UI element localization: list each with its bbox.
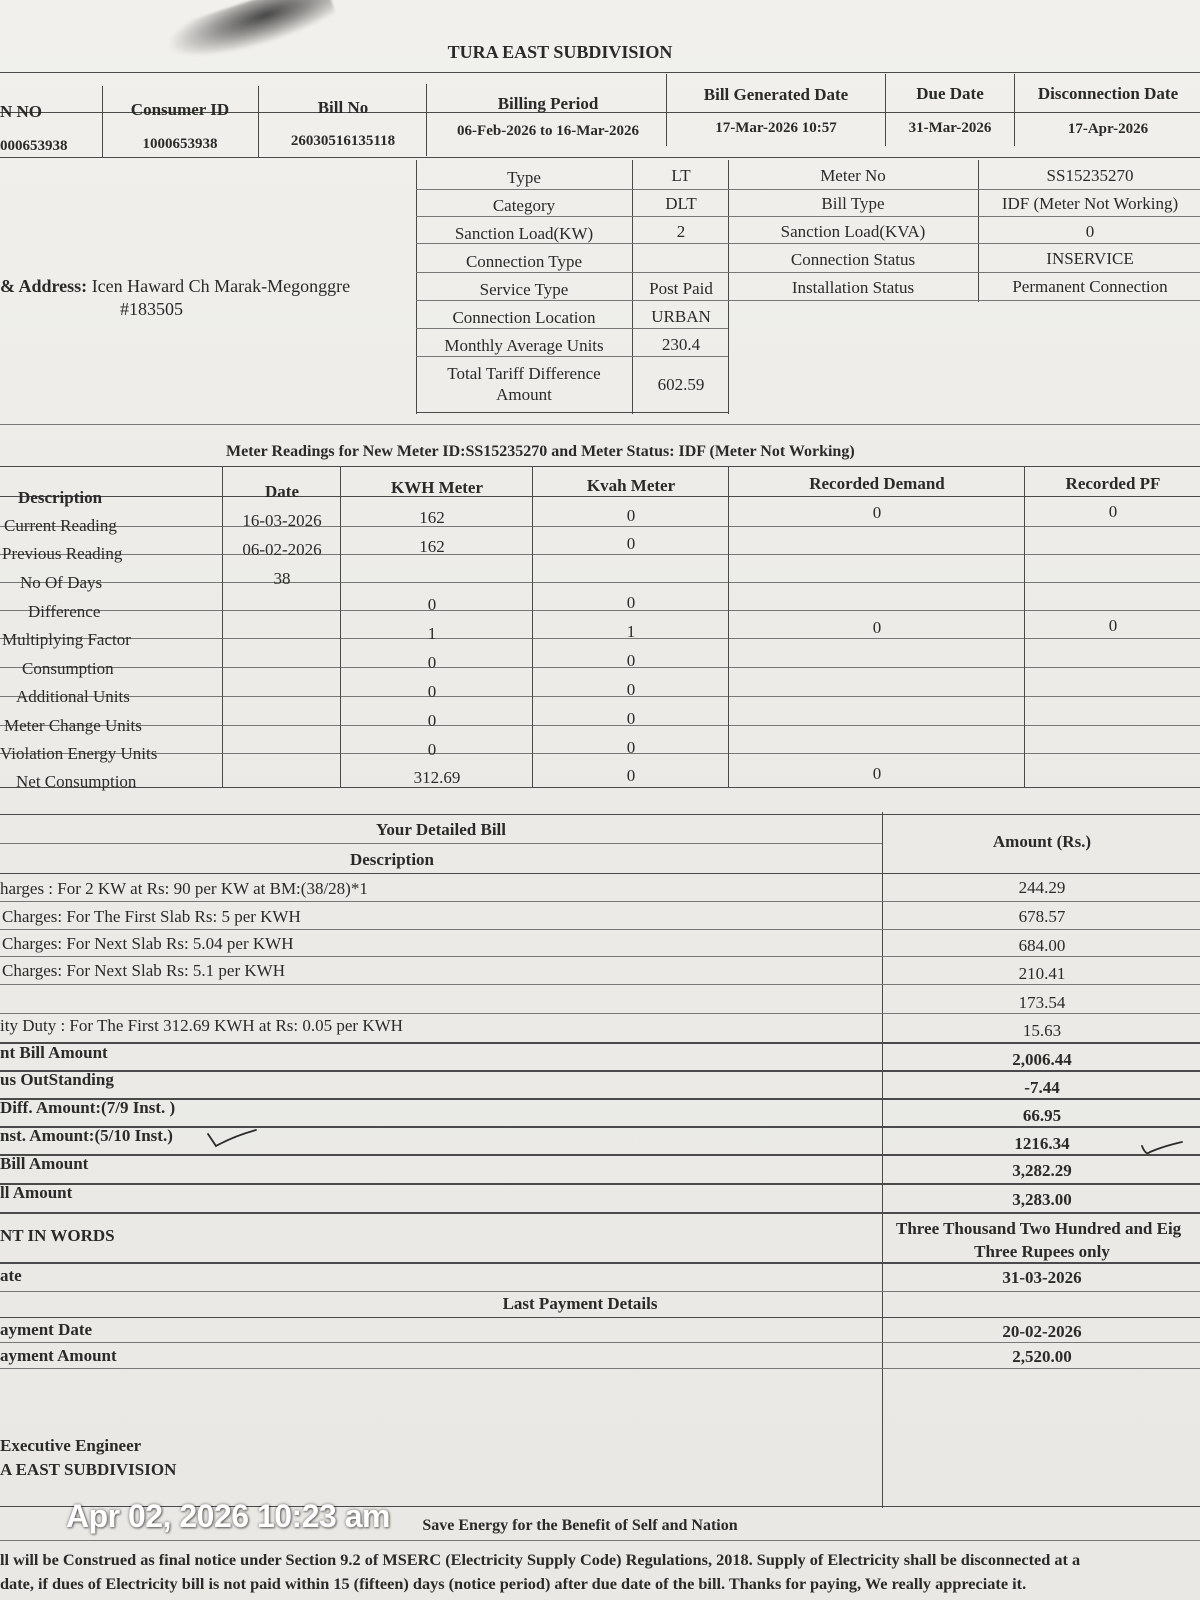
checkmark-icon [206,1128,258,1150]
conn-value-service-type: Post Paid [649,279,713,298]
mr-row-kvah: 0 [626,738,636,757]
header-val-billing-period: 06-Feb-2026 to 16-Mar-2026 [457,123,639,139]
mr-row-kvah: 0 [626,651,636,670]
meter-label-meter-no: Meter No [820,166,886,185]
conn-value-type: LT [671,166,691,185]
bill-row-amount: -7.44 [1024,1078,1060,1097]
bill-row-amount: 3,283.00 [1012,1190,1072,1209]
conn-label-type: Type [507,168,541,187]
signature-title: Executive Engineer [0,1436,142,1455]
photo-timestamp: Apr 02, 2026 10:23 am [66,1498,390,1534]
mr-row-demand: 0 [872,618,882,637]
mr-row-kwh: 0 [427,711,437,730]
amount-in-words-label: NT IN WORDS [0,1226,115,1245]
meter-value-sanction-kva: 0 [1085,222,1095,241]
address-line2: #183505 [120,299,183,319]
mr-row-kvah: 0 [626,506,636,525]
mr-col-date: Date [265,482,299,501]
meter-label-connection-status: Connection Status [790,250,916,269]
mr-row-desc: Previous Reading [2,544,123,563]
bill-row-desc: Bill Amount [0,1154,89,1173]
conn-value-monthly-avg: 230.4 [661,335,701,354]
conn-value-tariff-diff: 602.59 [657,375,705,394]
bill-row-desc: Diff. Amount:(7/9 Inst. ) [0,1098,176,1117]
mr-row-kwh: 1 [427,624,437,643]
last-payment-heading: Last Payment Details [502,1294,658,1313]
mr-row-demand: 0 [872,503,882,522]
meter-value-bill-type: IDF (Meter Not Working) [1001,194,1179,213]
mr-row-kwh: 0 [427,682,437,701]
mr-row-kvah: 0 [626,680,636,699]
conn-value-category: DLT [665,194,697,213]
mr-row-kwh: 0 [427,595,437,614]
bill-row-desc: ity Duty : For The First 312.69 KWH at Rs: 0.05 per KWH [0,1016,403,1035]
conn-label-monthly-avg: Monthly Average Units [444,336,604,355]
header-val-disconnection-date: 17-Apr-2026 [1067,121,1149,137]
bill-row-amount: 244.29 [1018,878,1066,897]
due-date-label: ate [0,1266,22,1285]
bill-row-desc: us OutStanding [0,1070,114,1089]
mr-row-kvah: 1 [626,622,636,641]
last-payment-date-label: ayment Date [0,1320,93,1339]
mr-row-demand: 0 [872,764,882,783]
conn-label-tariff-diff-line2: Amount [496,385,552,404]
mr-row-pf: 0 [1108,616,1118,635]
mr-col-recorded-demand: Recorded Demand [809,474,945,493]
amount-in-words-line1: Three Thousand Two Hundred and Eig [896,1219,1182,1238]
header-val-bill-generated-date: 17-Mar-2026 10:57 [715,120,837,136]
header-col-bill-no: Bill No [317,98,369,117]
mr-col-description: Description [18,488,103,507]
meter-value-installation-status: Permanent Connection [1012,277,1168,296]
mr-row-desc: Meter Change Units [4,716,142,735]
mr-row-desc: Multiplying Factor [2,630,131,649]
bill-heading: Your Detailed Bill [375,820,507,839]
meter-label-bill-type: Bill Type [821,194,885,213]
bill-row-amount: 173.54 [1018,993,1066,1012]
mr-col-kvah: Kvah Meter [586,476,676,495]
bill-row-amount: 3,282.29 [1012,1161,1072,1180]
mr-row-desc: Additional Units [16,687,130,706]
mr-row-pf: 0 [1108,502,1118,521]
bill-row-desc: harges : For 2 KW at Rs: 90 per KW at BM:(38/28)*1 [0,879,368,898]
bill-row-amount: 678.57 [1018,907,1066,926]
bill-amount-header: Amount (Rs.) [992,832,1092,851]
header-val-n-no: 000653938 [0,138,68,154]
header-val-due-date: 31-Mar-2026 [908,120,992,136]
meter-label-installation-status: Installation Status [791,278,915,297]
bill-row-amount: 1216.34 [1014,1134,1070,1153]
mr-col-recorded-pf: Recorded PF [1065,474,1161,493]
bill-row-amount: 210.41 [1018,964,1066,983]
mr-row-kwh: 162 [419,537,445,556]
mr-row-desc: Difference [28,602,101,621]
mr-row-kwh: 0 [427,653,437,672]
due-date-value: 31-03-2026 [1002,1268,1082,1287]
address-value: Icen Haward Ch Marak-Megonggre [91,276,351,296]
bill-row-desc: nt Bill Amount [0,1043,108,1062]
header-col-due-date: Due Date [916,84,984,103]
mr-row-kwh: 162 [419,508,445,527]
last-payment-date-value: 20-02-2026 [1002,1322,1082,1341]
header-val-consumer-id: 1000653938 [142,136,218,152]
last-payment-amount-label: ayment Amount [0,1346,117,1365]
header-col-disconnection-date: Disconnection Date [1037,84,1179,103]
conn-label-location: Connection Location [452,308,596,327]
meter-label-sanction-kva: Sanction Load(KVA) [780,222,926,241]
bill-row-desc: Charges: For The First Slab Rs: 5 per KWH [2,907,301,926]
footer-slogan: Save Energy for the Benefit of Self and Nation [422,1517,738,1534]
bill-desc-header: Description [349,850,435,869]
mr-row-kvah: 0 [626,766,636,785]
mr-row-desc: No Of Days [20,573,103,592]
conn-label-connection-type: Connection Type [465,252,583,271]
mr-row-desc: Net Consumption [16,772,137,791]
mr-row-kwh: 312.69 [413,768,461,787]
header-col-consumer-id: Consumer ID [130,100,230,119]
mr-row-desc: Violation Energy Units [0,744,158,763]
mr-row-kvah: 0 [626,534,636,553]
header-val-bill-no: 26030516135118 [290,133,396,149]
header-col-n-no: N NO [0,102,43,121]
bill-row-amount: 2,006.44 [1012,1050,1072,1069]
signature-office: A EAST SUBDIVISION [0,1460,177,1479]
checkmark-icon [1140,1140,1184,1160]
footer-notice-line2: date, if dues of Electricity bill is not paid within 15 (fifteen) days (notice period) after due date of the bill. Thanks for paying, We really appreciate it. [0,1574,1027,1593]
mr-row-kvah: 0 [626,709,636,728]
header-col-bill-generated-date: Bill Generated Date [703,85,849,104]
footer-notice-line1: ll will be Construed as final notice under Section 9.2 of MSERC (Electricity Supply Code) Regulations, 2018. Supply of Electricity shall be disconnected at a [0,1550,1081,1569]
conn-label-category: Category [492,196,556,215]
conn-label-tariff-diff-line1: Total Tariff Difference [447,364,601,383]
page-title: TURA EAST SUBDIVISION [447,42,673,62]
meter-value-connection-status: INSERVICE [1046,249,1134,268]
bill-row-desc: ll Amount [0,1183,73,1202]
mr-row-desc: Consumption [22,659,114,678]
bill-row-amount: 684.00 [1018,936,1066,955]
meter-value-meter-no: SS15235270 [1046,166,1134,185]
mr-row-date: 06-02-2026 [242,540,322,559]
header-col-billing-period: Billing Period [497,94,599,113]
consumer-address [0,276,350,296]
bill-row-amount: 66.95 [1022,1106,1062,1125]
bill-row-desc: nst. Amount:(5/10 Inst.) [0,1126,173,1145]
mr-row-kvah: 0 [626,593,636,612]
header-top-line [0,72,1200,73]
bill-row-desc: Charges: For Next Slab Rs: 5.04 per KWH [2,934,294,953]
mr-row-kwh: 0 [427,740,437,759]
mr-row-date: 16-03-2026 [242,511,322,530]
conn-label-service-type: Service Type [479,280,569,299]
header-bottom-line [0,157,1200,158]
mr-row-date: 38 [273,569,291,588]
conn-value-location: URBAN [651,307,711,326]
mr-row-desc: Current Reading [4,516,117,535]
address-label: & Address: [0,276,88,296]
conn-value-sanction-load: 2 [676,222,686,241]
conn-label-sanction-load: Sanction Load(KW) [454,224,594,243]
mr-col-kwh: KWH Meter [390,478,484,497]
bill-row-desc: Charges: For Next Slab Rs: 5.1 per KWH [2,961,285,980]
bill-row-amount: 15.63 [1022,1021,1062,1040]
meter-readings-heading: Meter Readings for New Meter ID:SS15235270 and Meter Status: IDF (Meter Not Working) [226,443,855,460]
last-payment-amount-value: 2,520.00 [1012,1347,1072,1366]
amount-in-words-line2: Three Rupees only [974,1242,1110,1261]
